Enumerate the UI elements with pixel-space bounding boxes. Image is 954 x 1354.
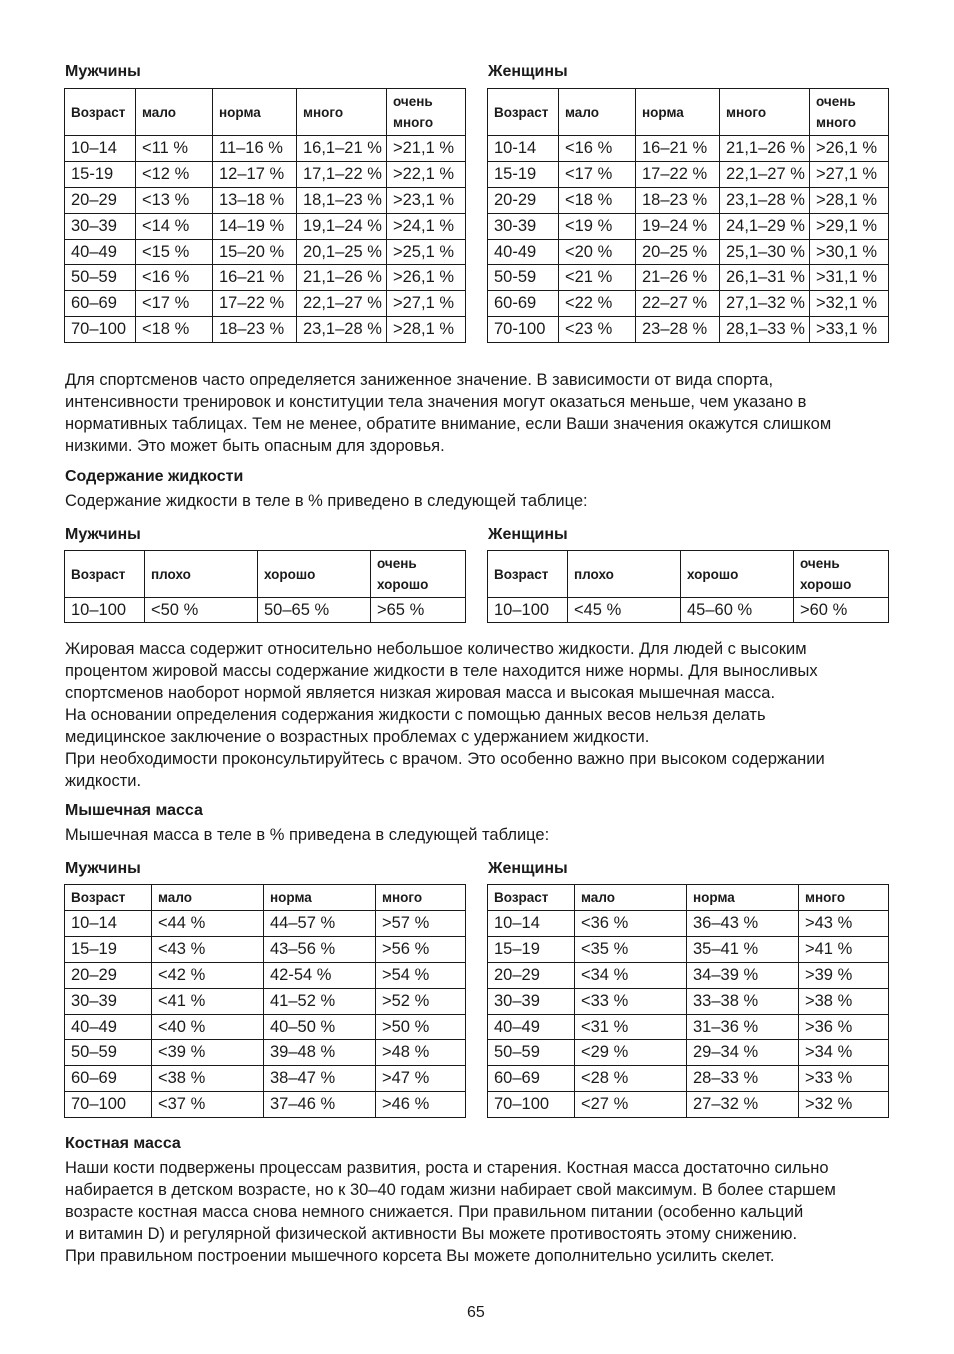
table-cell: <13 % — [136, 187, 213, 213]
table-header-row — [488, 885, 889, 911]
muscle-heading: Мышечная масса — [65, 802, 203, 819]
paragraph-line: процентом жировой массы содержание жидкости в теле находится ниже нормы. Для выносливых — [65, 662, 818, 680]
table-cell: >47 % — [376, 1066, 466, 1092]
table-row — [65, 136, 466, 162]
table-row — [65, 1040, 466, 1066]
table-cell: 20,1–25 % — [297, 239, 387, 265]
table-row — [65, 265, 466, 291]
table-cell: 30–39 — [65, 988, 152, 1014]
table-cell: 40–50 % — [264, 1014, 376, 1040]
header-line: хорошо — [377, 577, 429, 592]
table-cell: >26,1 % — [387, 265, 466, 291]
table-cell: <18 % — [136, 317, 213, 343]
table-cell: 60-69 — [488, 291, 559, 317]
table-cell: >32,1 % — [810, 291, 889, 317]
table-cell: 16–21 % — [636, 136, 720, 162]
table-cell: 28,1–33 % — [720, 317, 810, 343]
table-cell: 30–39 — [65, 213, 136, 239]
table-cell: 40–49 — [65, 1014, 152, 1040]
table-row — [488, 1040, 889, 1066]
table-cell: >29,1 % — [810, 213, 889, 239]
table-cell: 50–59 — [488, 1040, 575, 1066]
table-cell: <34 % — [575, 962, 687, 988]
table-row — [65, 213, 466, 239]
table-row — [488, 911, 889, 937]
table-row — [488, 291, 889, 317]
table-cell: <38 % — [152, 1066, 264, 1092]
table-cell: <29 % — [575, 1040, 687, 1066]
muscle-men-caption: Мужчины — [65, 860, 141, 877]
table-row — [488, 136, 889, 162]
table-row — [65, 1092, 466, 1118]
table-cell: <35 % — [575, 936, 687, 962]
table-cell: 18–23 % — [213, 317, 297, 343]
table-cell: 70–100 — [65, 317, 136, 343]
header-cell — [371, 551, 466, 598]
table-cell: >27,1 % — [810, 161, 889, 187]
header-line: хорошо — [800, 577, 852, 592]
table-cell: <11 % — [136, 136, 213, 162]
table-cell: 10-14 — [488, 136, 559, 162]
table-cell: 50–65 % — [258, 598, 371, 623]
header-cell: норма — [264, 885, 376, 911]
header-cell: мало — [152, 885, 264, 911]
table-cell: >25,1 % — [387, 239, 466, 265]
paragraph-line: возрасте костная масса снова немного снижается. При правильном питании (особенно кальций — [65, 1203, 804, 1221]
table-cell: >27,1 % — [387, 291, 466, 317]
table-row — [65, 187, 466, 213]
table-cell: <17 % — [559, 161, 636, 187]
athletes-paragraph — [65, 369, 831, 457]
paragraph-line: интенсивности тренировок и конституции тела значения могут оказаться меньше, чем указано в — [65, 393, 807, 411]
table-cell: 15–19 — [65, 936, 152, 962]
header-cell — [794, 551, 889, 598]
bone-paragraph — [65, 1157, 836, 1267]
table-cell: >39 % — [799, 962, 889, 988]
table-cell: 30-39 — [488, 213, 559, 239]
table-row — [488, 1066, 889, 1092]
fat-women-caption: Женщины — [488, 63, 568, 80]
table-cell: 70-100 — [488, 317, 559, 343]
table-cell: 20–29 — [65, 962, 152, 988]
table-cell: 10–14 — [488, 911, 575, 937]
fat-women-table — [487, 88, 889, 343]
table-cell: 15-19 — [65, 161, 136, 187]
paragraph-line: На основании определения содержания жидкости с помощью данных весов нельзя делать — [65, 706, 766, 724]
table-cell: >23,1 % — [387, 187, 466, 213]
header-line: очень — [377, 556, 417, 571]
table-cell: >50 % — [376, 1014, 466, 1040]
table-row — [488, 1014, 889, 1040]
table-cell: 50–59 — [65, 1040, 152, 1066]
table-cell: 45–60 % — [681, 598, 794, 623]
table-row — [65, 291, 466, 317]
table-cell: 27,1–32 % — [720, 291, 810, 317]
table-cell: 10–14 — [65, 911, 152, 937]
table-cell: 18–23 % — [636, 187, 720, 213]
table-cell: <44 % — [152, 911, 264, 937]
table-cell: >65 % — [371, 598, 466, 623]
table-cell: 18,1–23 % — [297, 187, 387, 213]
table-cell: 31–36 % — [687, 1014, 799, 1040]
table-cell: 40–49 — [488, 1014, 575, 1040]
table-cell: 14–19 % — [213, 213, 297, 239]
table-cell: 17–22 % — [636, 161, 720, 187]
table-row — [65, 962, 466, 988]
water-men-caption: Мужчины — [65, 526, 141, 543]
table-cell: <43 % — [152, 936, 264, 962]
table-cell: >34 % — [799, 1040, 889, 1066]
fat-men-table — [64, 88, 466, 343]
table-cell: >28,1 % — [810, 187, 889, 213]
table-cell: 50-59 — [488, 265, 559, 291]
table-cell: 15-19 — [488, 161, 559, 187]
header-cell: мало — [575, 885, 687, 911]
table-row — [488, 161, 889, 187]
table-cell: >33,1 % — [810, 317, 889, 343]
table-cell: 20–29 — [65, 187, 136, 213]
table-cell: 10–14 — [65, 136, 136, 162]
header-cell — [810, 89, 889, 136]
table-row — [488, 1092, 889, 1118]
water-intro: Содержание жидкости в теле в % приведено в следующей таблице: — [65, 492, 588, 510]
table-cell: >32 % — [799, 1092, 889, 1118]
header-cell: много — [799, 885, 889, 911]
table-cell: 23,1–28 % — [720, 187, 810, 213]
table-row — [65, 239, 466, 265]
table-cell: <41 % — [152, 988, 264, 1014]
table-cell: >21,1 % — [387, 136, 466, 162]
table-cell: <31 % — [575, 1014, 687, 1040]
table-header-row — [488, 551, 889, 598]
table-cell: <19 % — [559, 213, 636, 239]
table-row — [65, 911, 466, 937]
header-cell: Возраст — [488, 89, 559, 136]
table-cell: >24,1 % — [387, 213, 466, 239]
table-cell: 23,1–28 % — [297, 317, 387, 343]
table-row — [488, 265, 889, 291]
table-cell: 10–100 — [488, 598, 568, 623]
table-cell: <16 % — [136, 265, 213, 291]
table-cell: 15–20 % — [213, 239, 297, 265]
header-cell: норма — [687, 885, 799, 911]
table-cell: >22,1 % — [387, 161, 466, 187]
header-cell: Возраст — [65, 885, 152, 911]
header-cell: много — [376, 885, 466, 911]
table-cell: 40–49 — [65, 239, 136, 265]
table-row — [65, 317, 466, 343]
table-cell: 21,1–26 % — [297, 265, 387, 291]
table-cell: <39 % — [152, 1040, 264, 1066]
header-cell: мало — [559, 89, 636, 136]
paragraph-line: Для спортсменов часто определяется заниженное значение. В зависимости от вида спорта, — [65, 371, 774, 389]
table-cell: <50 % — [145, 598, 258, 623]
paragraph-line: Наши кости подвержены процессам развития, роста и старения. Костная масса достаточно сильно — [65, 1159, 829, 1177]
muscle-women-table — [487, 884, 889, 1118]
table-cell: >57 % — [376, 911, 466, 937]
header-line: очень — [393, 94, 433, 109]
header-cell: Возраст — [488, 885, 575, 911]
table-cell: 11–16 % — [213, 136, 297, 162]
table-cell: >28,1 % — [387, 317, 466, 343]
table-cell: >43 % — [799, 911, 889, 937]
table-cell: 44–57 % — [264, 911, 376, 937]
table-cell: 10–100 — [65, 598, 145, 623]
table-cell: 20-29 — [488, 187, 559, 213]
paragraph-line: При необходимости проконсультируйтесь с врачом. Это особенно важно при высоком содержании — [65, 750, 825, 768]
table-cell: 20–25 % — [636, 239, 720, 265]
header-cell: хорошо — [681, 551, 794, 598]
muscle-women-caption: Женщины — [488, 860, 568, 877]
table-cell: 36–43 % — [687, 911, 799, 937]
paragraph-line: При правильном построении мышечного корсета Вы можете дополнительно усилить скелет. — [65, 1247, 775, 1265]
header-cell: плохо — [568, 551, 681, 598]
table-cell: 12–17 % — [213, 161, 297, 187]
table-cell: 35–41 % — [687, 936, 799, 962]
paragraph-line: спортсменов наоборот нормой является низкая жировая масса и высокая мышечная масса. — [65, 684, 776, 702]
table-cell: >31,1 % — [810, 265, 889, 291]
table-cell: 26,1–31 % — [720, 265, 810, 291]
header-cell: много — [297, 89, 387, 136]
table-cell: <21 % — [559, 265, 636, 291]
table-row — [488, 962, 889, 988]
table-cell: <23 % — [559, 317, 636, 343]
header-cell: Возраст — [488, 551, 568, 598]
table-row — [488, 936, 889, 962]
table-cell: >48 % — [376, 1040, 466, 1066]
table-cell: 33–38 % — [687, 988, 799, 1014]
bone-heading: Костная масса — [65, 1135, 181, 1152]
header-cell: норма — [636, 89, 720, 136]
water-paragraph — [65, 638, 825, 792]
table-cell: <20 % — [559, 239, 636, 265]
table-cell: 28–33 % — [687, 1066, 799, 1092]
table-cell: 40-49 — [488, 239, 559, 265]
water-women-table — [487, 550, 889, 623]
table-cell: 50–59 — [65, 265, 136, 291]
paragraph-line: набирается в детском возрасте, но к 30–40 годам жизни набирает свой максимум. В более старшем — [65, 1181, 836, 1199]
table-cell: <28 % — [575, 1066, 687, 1092]
table-row — [488, 598, 889, 623]
table-row — [488, 213, 889, 239]
table-cell: >26,1 % — [810, 136, 889, 162]
header-cell: Возраст — [65, 89, 136, 136]
table-cell: >41 % — [799, 936, 889, 962]
table-cell: 60–69 — [65, 1066, 152, 1092]
table-cell: >52 % — [376, 988, 466, 1014]
table-cell: 22,1–27 % — [297, 291, 387, 317]
table-cell: 17,1–22 % — [297, 161, 387, 187]
header-cell: плохо — [145, 551, 258, 598]
water-men-table — [64, 550, 466, 623]
table-cell: 13–18 % — [213, 187, 297, 213]
header-cell: Возраст — [65, 551, 145, 598]
table-cell: 16–21 % — [213, 265, 297, 291]
table-cell: >38 % — [799, 988, 889, 1014]
table-cell: 60–69 — [488, 1066, 575, 1092]
table-cell: <18 % — [559, 187, 636, 213]
header-cell: мало — [136, 89, 213, 136]
table-cell: >60 % — [794, 598, 889, 623]
table-header-row — [65, 885, 466, 911]
table-header-row — [488, 89, 889, 136]
table-cell: 25,1–30 % — [720, 239, 810, 265]
paragraph-line: жидкости. — [65, 772, 142, 790]
fat-men-caption: Мужчины — [65, 63, 141, 80]
table-cell: >54 % — [376, 962, 466, 988]
table-cell: 22,1–27 % — [720, 161, 810, 187]
muscle-intro: Мышечная масса в теле в % приведена в следующей таблице: — [65, 826, 550, 844]
paragraph-line: низкими. Это может быть опасным для здоровья. — [65, 437, 445, 455]
header-cell: хорошо — [258, 551, 371, 598]
table-header-row — [65, 89, 466, 136]
table-row — [488, 239, 889, 265]
table-cell: <36 % — [575, 911, 687, 937]
table-cell: 21,1–26 % — [720, 136, 810, 162]
water-women-caption: Женщины — [488, 526, 568, 543]
table-cell: 37–46 % — [264, 1092, 376, 1118]
header-line: много — [816, 115, 857, 130]
table-row — [65, 988, 466, 1014]
paragraph-line: медицинское заключение о возрастных проблемах с удержанием жидкости. — [65, 728, 650, 746]
header-line: очень — [800, 556, 840, 571]
table-cell: <22 % — [559, 291, 636, 317]
table-cell: 15–19 — [488, 936, 575, 962]
table-cell: 70–100 — [488, 1092, 575, 1118]
table-cell: 24,1–29 % — [720, 213, 810, 239]
table-cell: <16 % — [559, 136, 636, 162]
table-cell: <14 % — [136, 213, 213, 239]
header-line: очень — [816, 94, 856, 109]
paragraph-line: Жировая масса содержит относительно небольшое количество жидкости. Для людей с высоким — [65, 640, 807, 658]
table-cell: >30,1 % — [810, 239, 889, 265]
table-cell: 20–29 — [488, 962, 575, 988]
table-cell: >36 % — [799, 1014, 889, 1040]
paragraph-line: и витамин D) и регулярной физической активности Вы можете противостоять этому снижению. — [65, 1225, 798, 1243]
table-row — [488, 317, 889, 343]
table-cell: <33 % — [575, 988, 687, 1014]
table-cell: 60–69 — [65, 291, 136, 317]
table-row — [65, 1066, 466, 1092]
table-row — [65, 161, 466, 187]
table-cell: 42-54 % — [264, 962, 376, 988]
table-cell: 41–52 % — [264, 988, 376, 1014]
table-row — [65, 598, 466, 623]
table-cell: <17 % — [136, 291, 213, 317]
table-cell: <45 % — [568, 598, 681, 623]
table-row — [488, 988, 889, 1014]
muscle-men-table — [64, 884, 466, 1118]
table-cell: 19–24 % — [636, 213, 720, 239]
table-cell: 29–34 % — [687, 1040, 799, 1066]
header-line: много — [393, 115, 434, 130]
table-cell: 27–32 % — [687, 1092, 799, 1118]
table-cell: 21–26 % — [636, 265, 720, 291]
table-cell: 16,1–21 % — [297, 136, 387, 162]
table-cell: >46 % — [376, 1092, 466, 1118]
table-cell: 70–100 — [65, 1092, 152, 1118]
page-number: 65 — [467, 1304, 485, 1321]
table-row — [65, 1014, 466, 1040]
table-cell: <15 % — [136, 239, 213, 265]
table-cell: <40 % — [152, 1014, 264, 1040]
water-heading: Содержание жидкости — [65, 468, 244, 485]
paragraph-line: нормативных таблицах. Тем не менее, обратите внимание, если Ваши значения окажутся слишком — [65, 415, 832, 433]
table-row — [65, 936, 466, 962]
table-cell: <27 % — [575, 1092, 687, 1118]
table-cell: 43–56 % — [264, 936, 376, 962]
table-cell: 30–39 — [488, 988, 575, 1014]
table-cell: 39–48 % — [264, 1040, 376, 1066]
table-cell: 22–27 % — [636, 291, 720, 317]
table-cell: <12 % — [136, 161, 213, 187]
table-cell: 34–39 % — [687, 962, 799, 988]
table-header-row — [65, 551, 466, 598]
header-cell: много — [720, 89, 810, 136]
table-row — [488, 187, 889, 213]
table-cell: >56 % — [376, 936, 466, 962]
table-cell: 19,1–24 % — [297, 213, 387, 239]
table-cell: <37 % — [152, 1092, 264, 1118]
table-cell: <42 % — [152, 962, 264, 988]
header-cell: норма — [213, 89, 297, 136]
table-cell: 38–47 % — [264, 1066, 376, 1092]
table-cell: 23–28 % — [636, 317, 720, 343]
table-cell: >33 % — [799, 1066, 889, 1092]
header-cell — [387, 89, 466, 136]
table-cell: 17–22 % — [213, 291, 297, 317]
